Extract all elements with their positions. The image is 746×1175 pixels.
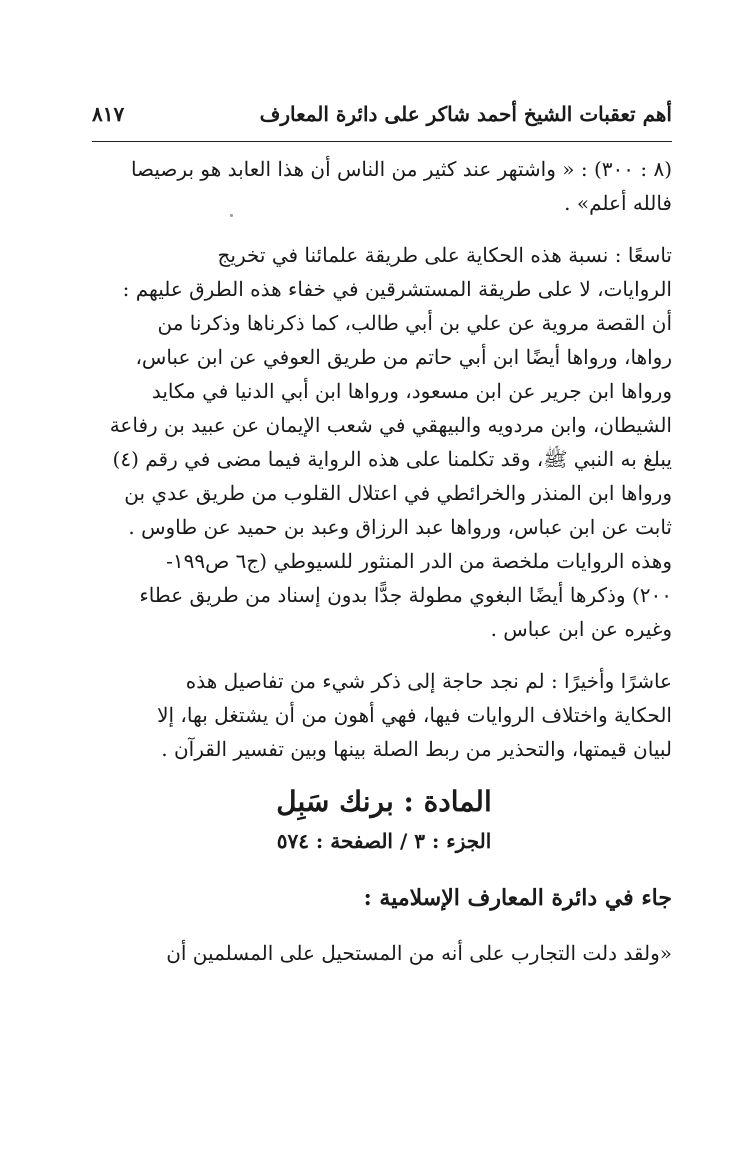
- text-line: الشيطان، وابن مردويه والبيهقي في شعب الإيمان عن عبيد بن رفاعة: [109, 413, 672, 437]
- text-line: يبلغ به النبي ﷺ، وقد تكلمنا على هذه الرواية فيما مضى في رقم (٤): [112, 447, 672, 471]
- article-reference: الجزء : ٣ / الصفحة : ٥٧٤: [276, 829, 492, 853]
- text-line: وغيره عن ابن عباس .: [490, 617, 672, 641]
- paragraph-ninth: [96, 238, 672, 646]
- paragraph-quote: [96, 152, 672, 220]
- text-line: فالله أعلم» .: [564, 191, 672, 215]
- article-heading: المادة : برنك سَبِل: [276, 785, 492, 818]
- text-line: وهذه الروايات ملخصة من الدر المنثور للسيوطي (ج٦ ص١٩٩-: [166, 549, 672, 573]
- page-number: ٨١٧: [92, 102, 125, 126]
- running-title: أهم تعقبات الشيخ أحمد شاكر على دائرة المعارف: [259, 102, 672, 126]
- text-line: لبيان قيمتها، والتحذير من ربط الصلة بينها وبين تفسير القرآن .: [161, 737, 672, 761]
- header-rule: [92, 141, 672, 142]
- running-header: [92, 96, 672, 136]
- text-line: الحكاية واختلاف الروايات فيها، فهي أهون من أن يشتغل بها، إلا: [157, 703, 672, 727]
- text-line: «ولقد دلت التجارب على أنه من المستحيل على المسلمين أن: [166, 941, 672, 965]
- paragraph-final: [96, 936, 672, 970]
- text-line: تاسعًا : نسبة هذه الحكاية على طريقة علمائنا في تخريج: [217, 243, 672, 267]
- page-body: [96, 152, 672, 990]
- text-line: ورواها ابن جرير عن ابن مسعود، ورواها ابن أبي الدنيا في مكايد: [151, 379, 672, 403]
- text-line: ورواها ابن المنذر والخرائطي في اعتلال القلوب من طريق عدي بن: [124, 481, 672, 505]
- print-speck: [230, 214, 233, 217]
- section-title: جاء في دائرة المعارف الإسلامية :: [363, 885, 672, 911]
- text-line: أن القصة مروية عن علي بن أبي طالب، كما ذكرناها وذكرنا من: [157, 311, 672, 335]
- text-line: رواها، ورواها أيضًا ابن أبي حاتم من طريق العوفي عن ابن عباس،: [135, 345, 672, 369]
- text-line: ٢٠٠) وذكرها أيضًا البغوي مطولة جدًّا بدون إسناد من طريق عطاء: [139, 583, 672, 607]
- paragraph-tenth: [96, 664, 672, 766]
- text-line: ثابت عن ابن عباس، ورواها عبد الرزاق وعبد بن حميد عن طاوس .: [128, 515, 672, 539]
- text-line: عاشرًا وأخيرًا : لم نجد حاجة إلى ذكر شيء من تفاصيل هذه: [185, 669, 672, 693]
- text-line: الروايات، لا على طريقة المستشرقين في خفاء هذه الطرق عليهم :: [122, 277, 672, 301]
- text-line: (٨ : ٣٠٠) : « واشتهر عند كثير من الناس أن هذا العابد هو برصيصا: [130, 157, 672, 181]
